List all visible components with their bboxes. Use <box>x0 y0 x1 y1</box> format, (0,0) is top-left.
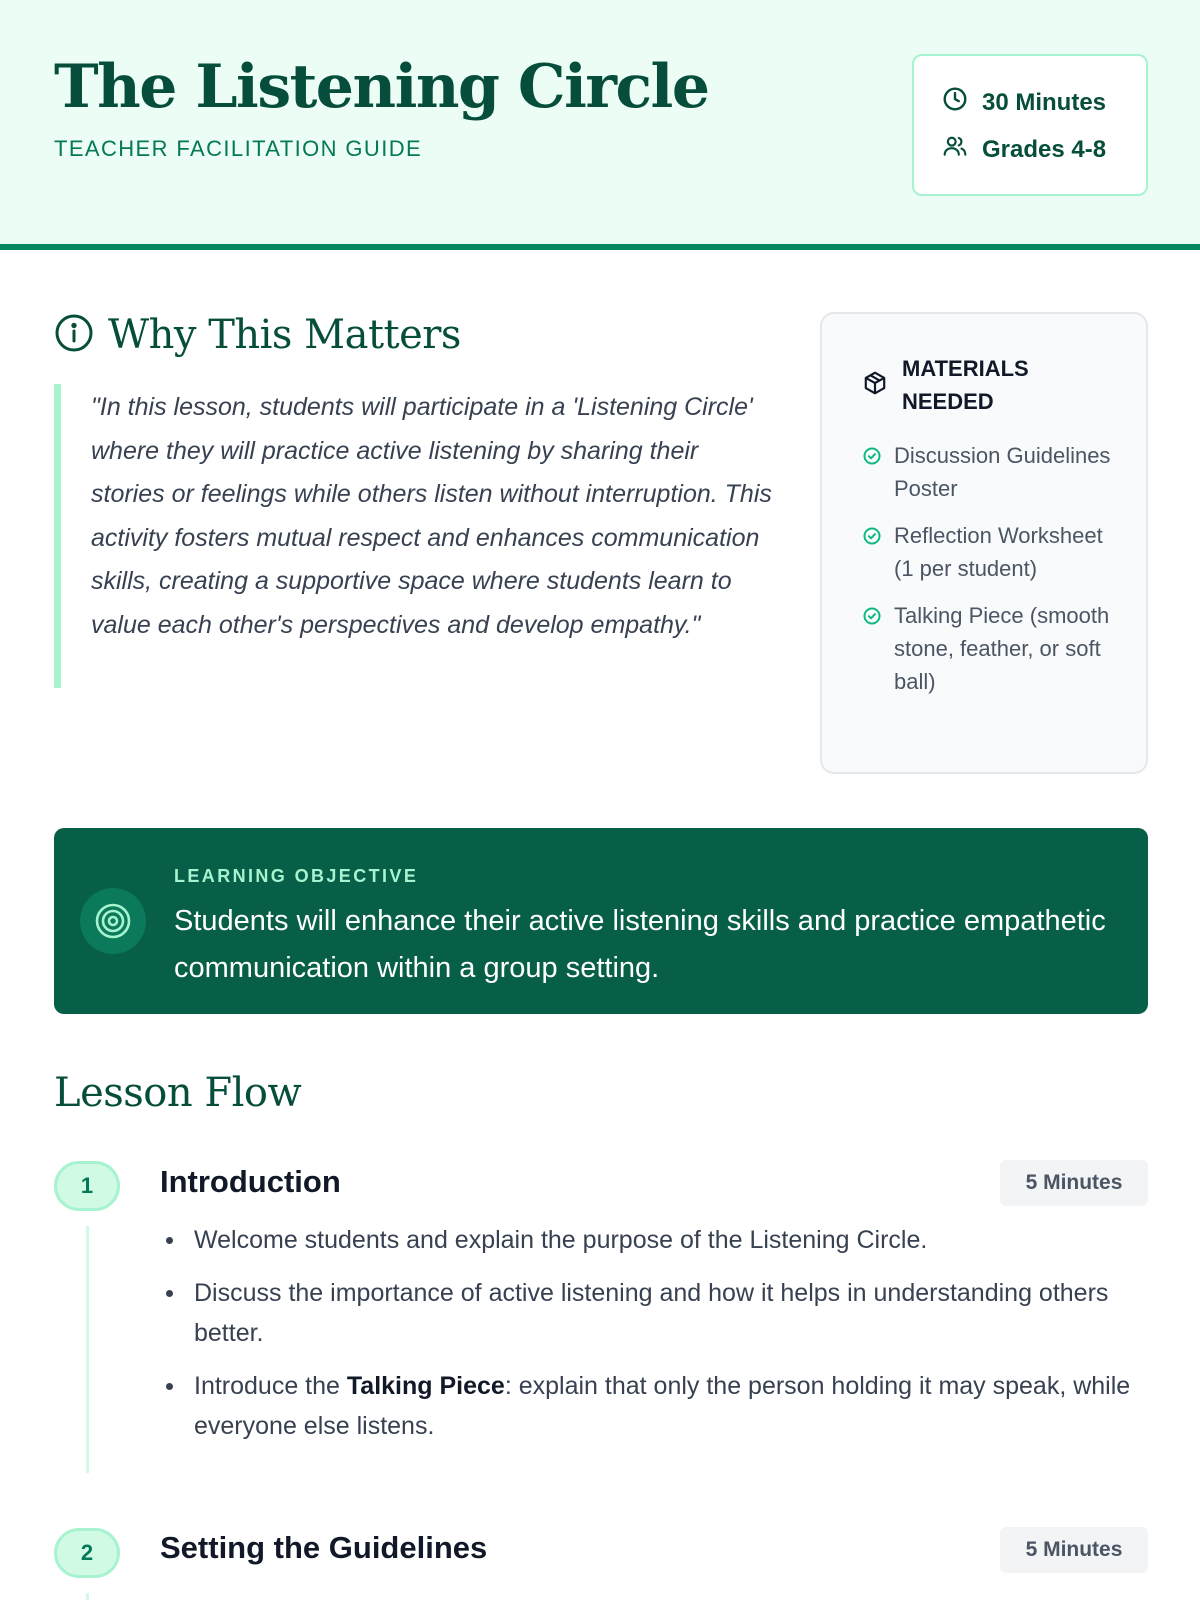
step-connector <box>86 1226 89 1473</box>
bullet-text-start: Introduce the <box>194 1372 347 1400</box>
lesson-meta-card <box>912 54 1148 196</box>
material-text: Talking Piece (smooth stone, feather, or soft ball) <box>894 603 1110 694</box>
check-circle-icon <box>862 439 882 505</box>
why-quote: "In this lesson, students will participate in a 'Listening Circle' where they will practice active listening by sharing their stories or feelings while others listen without interruption. This activity fosters mutual respect and enhances communication skills, creating a supportive space where students learn to value each other's perspectives and develop empathy." <box>54 384 774 688</box>
check-circle-icon <box>862 599 882 698</box>
grades-text: Grades 4-8 <box>982 135 1107 163</box>
info-icon <box>54 313 94 358</box>
list-item: Discuss the importance of active listening and how it helps in understanding others better. <box>162 1273 1142 1353</box>
material-text: Discussion Guidelines Poster <box>894 443 1111 501</box>
step-title: Setting the Guidelines <box>160 1530 488 1565</box>
step-number-badge: 2 <box>54 1528 120 1578</box>
why-title: Why This Matters <box>108 312 461 358</box>
list-item <box>862 519 1112 585</box>
objective-label: LEARNING OBJECTIVE <box>174 866 419 886</box>
materials-heading <box>862 352 1052 418</box>
bullet-text-end: : explain that only the person holding it may speak, while everyone else listens. <box>194 1372 1131 1440</box>
step-title: Introduction <box>160 1164 341 1199</box>
target-icon <box>80 888 146 954</box>
page-subtitle: TEACHER FACILITATION GUIDE <box>54 136 423 161</box>
list-item: Welcome students and explain the purpose of the Listening Circle. <box>162 1220 1142 1260</box>
list-item <box>162 1366 1142 1446</box>
duration-text: 30 Minutes <box>982 88 1107 116</box>
lesson-flow-title: Lesson Flow <box>54 1070 302 1116</box>
list-item <box>862 599 1112 698</box>
page-header <box>0 0 1200 250</box>
materials-card <box>820 312 1148 774</box>
step-duration-badge: 5 Minutes <box>1000 1160 1148 1206</box>
objective-text: Students will enhance their active listening skills and practice empathetic communication within a group setting. <box>174 905 1106 984</box>
package-icon <box>862 370 888 401</box>
users-icon <box>942 133 968 166</box>
materials-title: MATERIALS NEEDED <box>902 356 1029 414</box>
why-section-heading <box>54 312 461 358</box>
materials-list <box>862 439 1112 712</box>
check-circle-icon <box>862 519 882 585</box>
list-item <box>862 439 1112 505</box>
page-title: The Listening Circle <box>54 52 709 122</box>
material-text: Reflection Worksheet (1 per student) <box>894 523 1103 581</box>
step-number-badge: 1 <box>54 1161 120 1211</box>
clock-icon <box>942 86 968 119</box>
step-duration-badge: 5 Minutes <box>1000 1527 1148 1573</box>
step-connector <box>86 1593 89 1600</box>
step-bullet-list <box>162 1220 1142 1459</box>
learning-objective-banner <box>54 828 1148 1014</box>
grades-meta <box>942 133 1106 166</box>
duration-meta <box>942 86 1106 119</box>
talking-piece-term: Talking Piece <box>346 1372 505 1400</box>
